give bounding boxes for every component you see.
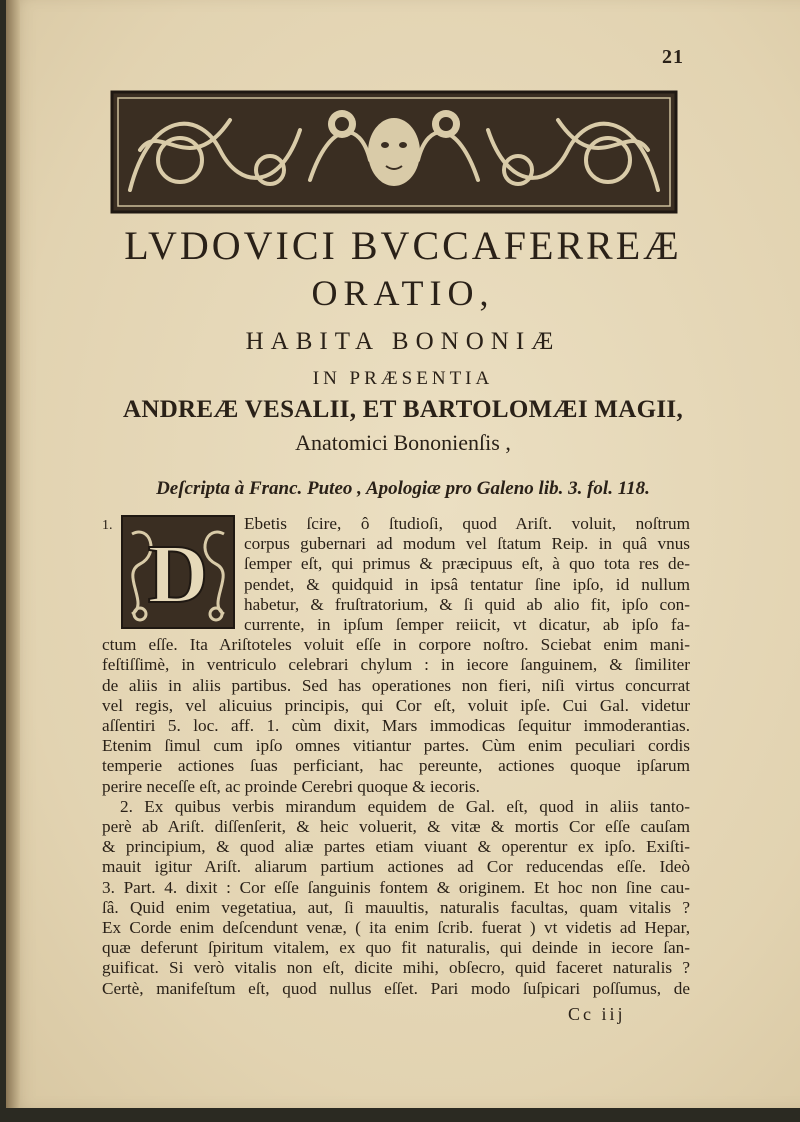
text-line: de aliis in aliis partibus. Sed has operationes non fieri, niſi virtus concurrat (102, 675, 690, 695)
text-line: vel regis, vel alicuius principis, qui Cor eſt, voluit ipſe. Cui Gal. videtur (102, 695, 690, 715)
ornamental-headpiece (110, 90, 678, 214)
paragraph-number: 1. (102, 518, 113, 533)
text-line: temperie actiones ſuas perficiant, hac pereunte, actiones quoque ipſarum (102, 756, 690, 776)
decorated-initial (120, 514, 236, 630)
text-line: perire neceſſe eſt, ac proinde Cerebri quoque & iecoris. (102, 776, 480, 796)
citation-line: Deſcripta à Franc. Puteo , Apologiæ pro Galeno lib. 3. fol. 118. (156, 478, 650, 499)
drop-initial-letter: D (147, 528, 209, 621)
text-line: ctum eſſe. Ita Ariſtoteles voluit eſſe in corpore noſtro. Sciebat enim mani- (102, 635, 690, 655)
title-oratio: ORATIO, (311, 273, 495, 313)
text-line: 3. Part. 4. dixit : Cor eſſe ſanguinis fontem & originem. Et hoc non ſine cau- (102, 877, 690, 897)
title-habita: HABITA BONONIÆ (245, 328, 561, 355)
text-line: Certè, manifeſtum eſt, quod nullus eſſet. Pari modo ſuſpicari poſſumus, de (102, 978, 690, 998)
text-line: quæ deferunt ſpiritum vitalem, ex quo fit naturalis, qui deinde in iecore ſan- (102, 938, 690, 958)
text-line: Ebetis ſcire, ô ſtudioſi, quod Ariſt. voluit, noſtrum (244, 514, 690, 533)
text-line: perè ab Ariſt. diſſenſerit, & heic voluerit, & vitæ & mortis Cor eſſe cauſam (102, 817, 690, 836)
title-in-praesentia: IN PRÆSENTIA (312, 368, 494, 389)
title-author: LVDOVICI BVCCAFERREÆ (124, 223, 682, 268)
book-page (6, 0, 800, 1108)
title-names: ANDREÆ VESALII, ET BARTOLOMÆI MAGII, (122, 396, 684, 423)
text-line: Etenim ſimul cum ipſo omnes vitiantur partes. Cùm enim peculiari cordis (102, 736, 690, 756)
text-line: habetur, & fruſtratorium, & ſi quid ab alio fit, ipſo con- (244, 594, 690, 614)
text-line: currente, in ipſum ſemper reiicit, vt dicatur, ab ipſo fa- (244, 615, 690, 634)
text-line: corpus gubernari ad modum vel ſtatum Reip. in quâ vnus (244, 534, 690, 554)
text-line: mauit igitur Ariſt. aliarum partium actiones ad Cor reducendas eſſe. Ideò (102, 857, 690, 877)
text-line: 2. Ex quibus verbis mirandum equidem de Gal. eſt, quod in aliis tanto- (120, 796, 690, 816)
text-line: guificat. Si verò vitalis non eſt, dicite mihi, obſecro, quid faceret naturalis ? (102, 958, 690, 978)
text-line: Ex Corde enim deſcendunt venæ, ( ita enim ſcrib. fuerat ) vt videtis ad Hepar, (102, 918, 690, 937)
text-line: pendet, & quidquid in ipsâ tentatur ſine ipſo, id nullum (244, 574, 690, 594)
text-line: feſtiſſimè, in ventriculo celebrari chylum : in iecore ſanguinem, & ſimiliter (102, 655, 690, 675)
page-gutter (6, 0, 20, 1108)
page-number: 21 (662, 46, 684, 68)
signature-mark: Cc iij (568, 1004, 626, 1024)
text-line: ſâ. Quid enim vegetatiua, aut, ſi mauultis, naturalis facultas, quam vitalis ? (102, 897, 690, 917)
text-line: ſemper eſt, qui primus & præcipuus eſt, à quo tota res de- (244, 554, 690, 574)
title-anatomici: Anatomici Bononienſis , (295, 430, 511, 455)
text-line: & principium, & quod aliæ partes etiam viuant & operentur ex ipſo. Exiſti- (102, 837, 690, 857)
text-line: aſſentiri 5. loc. aff. 1. cùm dixit, Mars immodicas ſequitur immoderantias. (102, 716, 690, 735)
